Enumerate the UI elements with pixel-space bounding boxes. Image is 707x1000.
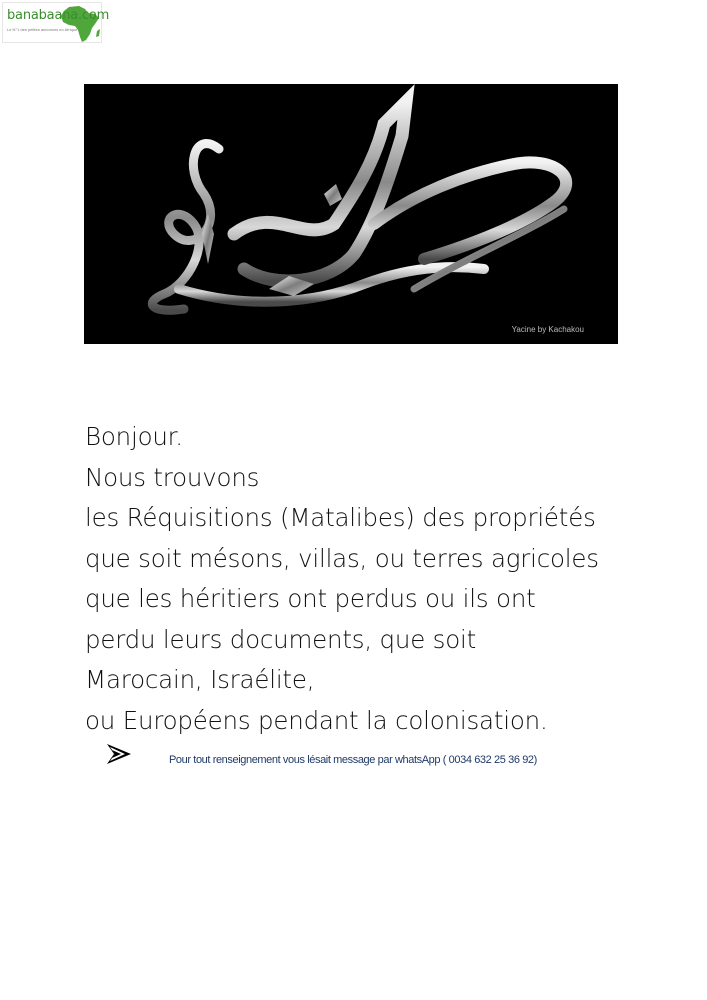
message-line: ou Européens pendant la colonisation. xyxy=(85,705,548,735)
message-line: Marocain, Israélite, xyxy=(85,665,315,694)
arrowhead-bullet-icon xyxy=(106,743,132,765)
message-line: que les héritiers ont perdus ou ils ont xyxy=(85,584,536,613)
message-line: perdu leurs documents, que soit xyxy=(85,624,477,654)
logo-brand-text: banabaana.com xyxy=(7,8,110,23)
message-line: Bonjour. xyxy=(85,422,183,451)
site-logo[interactable] xyxy=(2,2,110,43)
message-line: que soit mésons, villas, ou terres agricoles xyxy=(85,543,599,573)
calligraphy-graphic xyxy=(84,84,618,344)
artwork-signature: Yacine by Kachakou xyxy=(511,325,584,334)
message-line: les Réquisitions (Matalibes) des propriétés xyxy=(85,503,596,532)
logo-tagline: Le N°1 des petites annonces en Afrique xyxy=(7,27,78,32)
contact-info: Pour tout renseignement vous lésait message par whatsApp ( 0034 632 25 36 92) xyxy=(169,754,537,766)
calligraphy-artwork xyxy=(84,84,618,344)
message-body xyxy=(85,417,685,741)
message-line: Nous trouvons xyxy=(85,462,260,492)
